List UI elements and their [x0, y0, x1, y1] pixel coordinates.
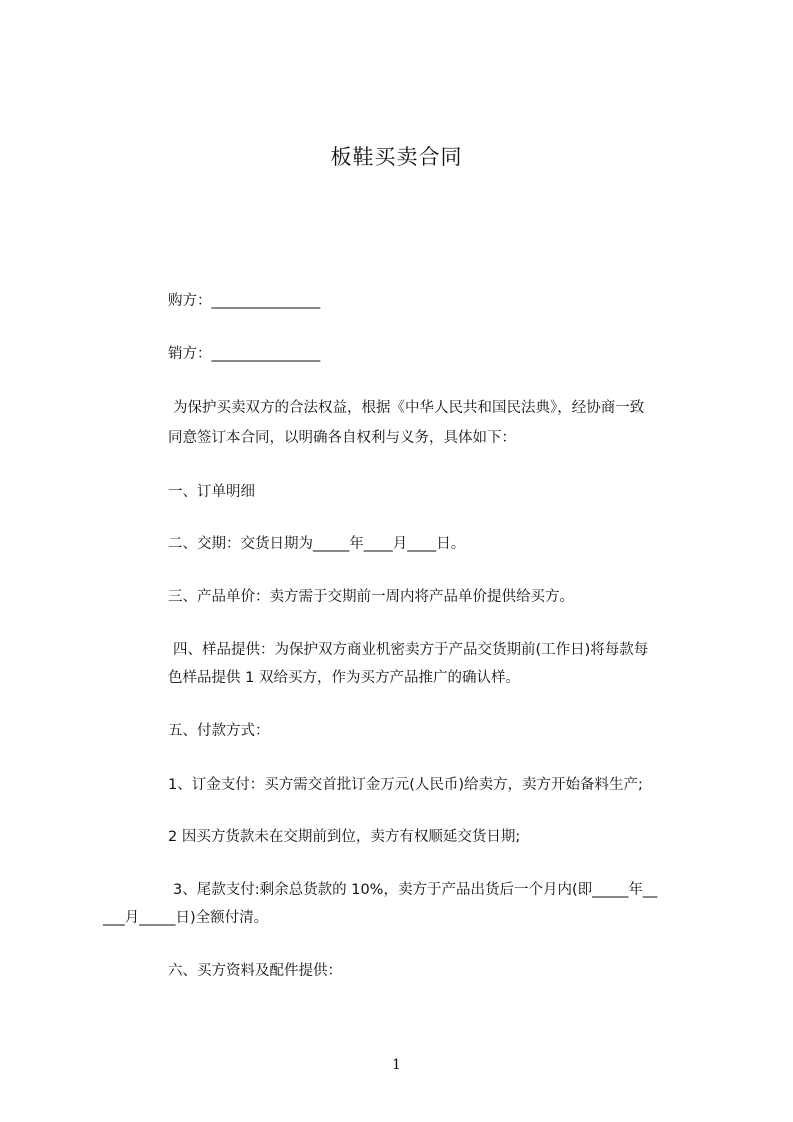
page-number: 1: [392, 1057, 401, 1073]
section-order-details: 一、订单明细: [168, 484, 255, 500]
payment-item-balance-line-1: 3、尾款支付:剩余总货款的 10%，卖方于产品出货后一个月内(即_____年__: [173, 882, 658, 898]
section-payment-method: 五、付款方式：: [168, 723, 270, 739]
buyer-line: 购方：_______________: [168, 293, 321, 309]
preamble-line-1: 为保护买卖双方的合法权益，根据《中华人民共和国民法典》，经协商一致: [173, 400, 645, 416]
contract-title: 板鞋买卖合同: [330, 145, 463, 169]
section-buyer-materials: 六、买方资料及配件提供：: [168, 963, 342, 979]
payment-item-balance-line-2: ___月_____日)全额付清。: [103, 910, 269, 926]
payment-item-deposit: 1、订金支付：买方需交首批订金万元(人民币)给卖方，卖方开始备料生产;: [168, 777, 643, 793]
section-unit-price: 三、产品单价：卖方需于交期前一周内将产品单价提供给买方。: [168, 589, 574, 605]
payment-item-delay: 2 因买方货款未在交期前到位，卖方有权顺延交货日期;: [168, 829, 521, 845]
section-samples-line-1: 四、样品提供：为保护双方商业机密卖方于产品交货期前(工作日)将每款每: [173, 642, 649, 658]
section-samples-line-2: 色样品提供 1 双给买方，作为买方产品推广的确认样。: [168, 670, 520, 686]
section-delivery-date: 二、交期：交货日期为_____年____月____日。: [168, 536, 466, 552]
seller-line: 销方：_______________: [168, 346, 321, 362]
preamble-line-2: 同意签订本合同，以明确各自权利与义务，具体如下：: [168, 430, 516, 446]
